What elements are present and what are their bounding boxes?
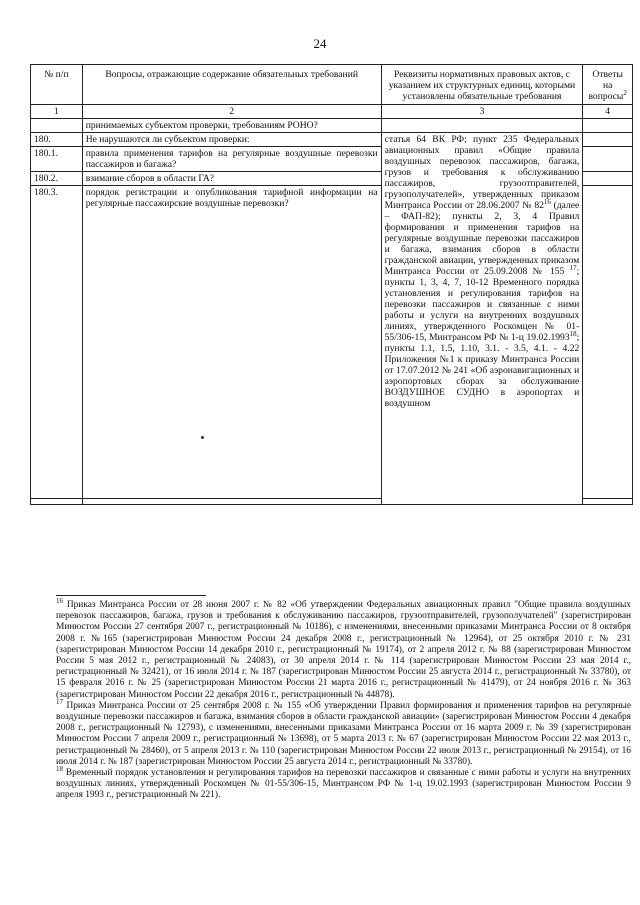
footnote-text: Приказ Минтранса России от 25 сентября 2008 г. № 155 «Об утверждении Правил формирования и применения тарифов на регулярные воздушные перевозки пассажиров и багажа, взимания сборов в области гражданской авиации» (зарегистрирован Минюстом России 4 декабря 2008 г., регистрационный № 12793), с изменениями, внесенными приказами Минтранса России от 16 марта 2009 г. № 39 (зарегистрирован Минюстом России 7 апреля 2009 г., регистрационный № 13698), от 5 марта 2013 г. № 67 (зарегистрирован Минюстом России 22 мая 2013 г., регистрационный № 28460), от 5 апреля 2013 г. № 110 (зарегистрирован Минюстом России 22 июля 2013 г., регистрационный № 29154), от 16 июля 2014 г. № 187 (зарегистрирован Минюстом России 25 августа 2014 г., регистрационный № 33780). (56, 700, 631, 767)
header-answers-line1: Ответы (592, 69, 623, 80)
col-number-1: 1 (31, 105, 83, 119)
row-num: 180. (31, 133, 83, 147)
row-num: 180.2. (31, 172, 83, 186)
continuation-answer-empty (583, 119, 633, 133)
row-question: Не нарушаются ли субъектом проверки: (82, 133, 381, 147)
bottom-answer (583, 499, 633, 505)
footnote-16 (56, 596, 631, 701)
bottom-num (31, 499, 83, 505)
footnote-18 (56, 764, 631, 802)
footnotes (56, 596, 631, 802)
header-question: Вопросы, отражающие содержание обязательных требований (82, 65, 381, 105)
row-num: 180.3. (31, 186, 83, 499)
row-answer (583, 172, 633, 186)
footnote-17 (56, 697, 631, 768)
requirements-table (30, 64, 633, 505)
table-row (31, 133, 633, 147)
header-answers-sup: 2 (623, 88, 627, 97)
basis-text-d: ; пункты 1.1, 1.5, 1.10, 3.1. - 3.5, 4.1. - 4.22 Приложения №1 к приказу Минтранса России от 17.07.2012 № 241 «Об аэронавигационных и аэропортовых сборах за обслуживание ВОЗДУШНОЕ СУДНО в аэропортах и воздушном (384, 332, 580, 409)
scan-dot-mark (201, 436, 204, 439)
basis-sup-17: 17 (569, 263, 577, 272)
header-answers-line3: вопросы (588, 91, 624, 102)
footnote-text: Временный порядок установления и регулирования тарифов на перевозки пассажиров и связанные с ними работы и услуги на внутренних воздушных линиях, утвержденный Роскомцен № 01-55/306-15, Минтрансом РФ № 1-ц 19.02.1993 (зарегистрирован Минюстом России 9 апреля 1993 г., регистрационный № 221). (56, 768, 631, 801)
bottom-question (82, 499, 381, 505)
header-requisites: Реквизиты нормативных правовых актов, с указанием их структурных единиц, которыми установлены обязательные требования (381, 65, 583, 105)
basis-text-a: статья 64 ВК РФ; пункт 235 Федеральных авиационных правил «Общие правила воздушных перевозок пассажиров, багажа, грузов и требования к обслуживанию пассажиров, грузоотправителей, грузополучателей», утвержденных приказом Минтранса России от 28.06.2007 № 82 (384, 134, 580, 211)
footnote-mark: 16 (56, 596, 63, 605)
table-row (31, 119, 633, 133)
footnote-mark: 18 (56, 764, 63, 773)
row-num: 180.1. (31, 147, 83, 172)
basis-sup-16: 16 (543, 197, 551, 206)
row-question: взимание сборов в области ГА? (82, 172, 381, 186)
basis-text-b: (далее – ФАП-82); пункты 2, 3, 4 Правил формирования и применения тарифов на регулярные воздушные перевозки пассажиров и багажа, взимания сборов в области гражданской авиации, утвержденных приказом Минтранса России от 25.09.2008 № 155 (384, 200, 580, 277)
basis-text-c: ; пункты 1, 3, 4, 7, 10-12 Временного порядка установления и регулирования тарифов на перевозки пассажиров и связанные с ними работы и услуги на внутренних воздушных линиях, утвержденного Роскомцен № 01-55/306-15, Минтрансом РФ № 1-ц 19.02.1993 (384, 266, 580, 343)
row-answer (583, 147, 633, 172)
header-num: № п/п (31, 65, 83, 105)
page-number: 24 (313, 36, 327, 51)
footnote-text: Приказ Минтранса России от 28 июня 2007 г. № 82 «Об утверждении Федеральных авиационных правил "Общие правила воздушных перевозок пассажиров, багажа, грузов и требования к обслуживанию пассажиров, грузоотправителей, грузополучателей" (зарегистрирован Минюстом России 27 сентября 2007 г., регистрационный № 10186), с изменениями, внесенными приказами Минтранса России от 8 октября 2008 г. №165 (зарегистрирован Минюстом России 24 декабря 2008 г., регистрационный № 12964), от 25 октября 2010 г. № 231 (зарегистрирован Минюстом России 14 декабря 2010 г., регистрационный № 19174), от 2 апреля 2012 г. № 88 (зарегистрирован Минюстом России 5 мая 2012 г., регистрационный № 24083), от 30 апреля 2014 г. № 114 (зарегистрирован Минюстом России 23 мая 2014 г., регистрационный № 32421), от 16 июля 2014 г. № 187 (зарегистрирован Минюстом России 25 августа 2014 г., регистрационный № 33780), от 15 февраля 2016 г. № 25 (зарегистрирован Минюстом России 21 марта 2016 г., регистрационный № 41479), от 24 ноября 2016 г. № 363 (зарегистрирован Минюстом России 22 декабря 2016 г., регистрационный № 44878). (56, 600, 631, 700)
requisites-basis (381, 133, 583, 505)
continuation-question: принимаемых субъектом проверки, требованиям РОНО? (82, 119, 381, 133)
basis-sup-18: 18 (569, 329, 577, 338)
header-answers (583, 65, 633, 105)
row-question: порядок регистрации и опубликования тарифной информации на регулярные пассажирские воздушные перевозки? (82, 186, 381, 499)
table-header-row (31, 65, 633, 105)
row-answer (583, 186, 633, 499)
row-num-empty (31, 119, 83, 133)
header-answers-line2: на (602, 80, 613, 91)
footnote-mark: 17 (56, 697, 63, 706)
row-question: правила применения тарифов на регулярные воздушные перевозки пассажиров и багажа? (82, 147, 381, 172)
footnote-separator (56, 595, 206, 596)
col-number-4: 4 (583, 105, 633, 119)
column-number-row (31, 105, 633, 119)
col-number-2: 2 (82, 105, 381, 119)
continuation-basis-empty (381, 119, 583, 133)
col-number-3: 3 (381, 105, 583, 119)
row-answer (583, 133, 633, 147)
